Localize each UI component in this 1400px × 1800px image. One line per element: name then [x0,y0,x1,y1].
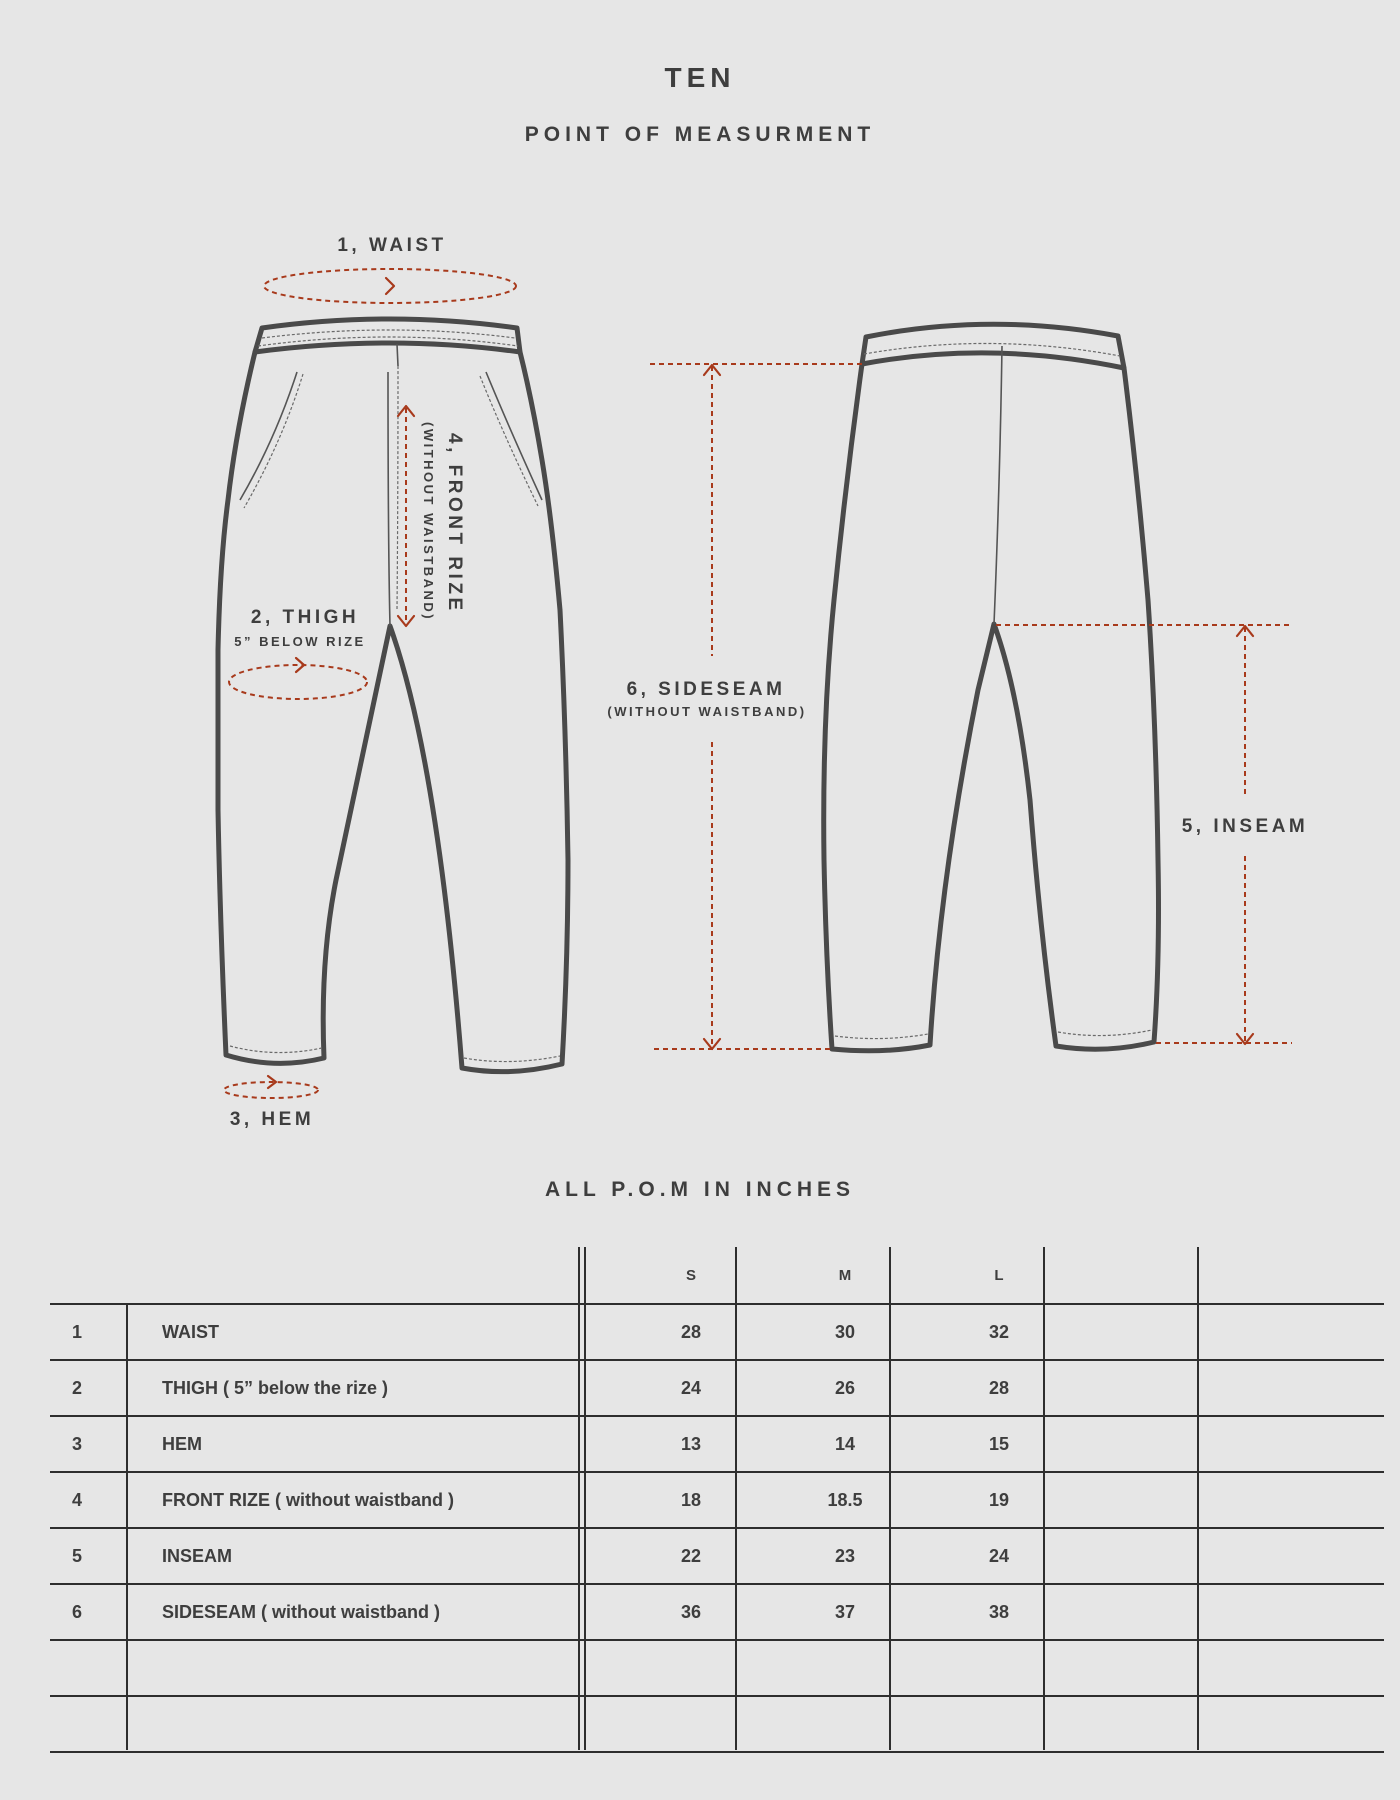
row-number [50,1696,148,1752]
size-value-cell: 37 [768,1584,922,1640]
table-row [50,1360,1384,1416]
row-number: 5 [50,1528,148,1584]
row-number: 4 [50,1472,148,1528]
size-value-cell [614,1640,768,1696]
size-value-cell [1076,1640,1230,1696]
size-value-cell: 22 [614,1528,768,1584]
table-row [50,1416,1384,1472]
row-description: WAIST [148,1304,614,1360]
size-value-cell [1230,1528,1384,1584]
page-title: TEN [664,62,736,93]
size-value-cell [1230,1472,1384,1528]
table-row [50,1640,1384,1696]
table-divider [735,1247,737,1750]
size-value-cell [1076,1472,1230,1528]
front-waistband [255,319,520,352]
size-value-cell: 15 [922,1416,1076,1472]
table-divider [1197,1247,1199,1750]
row-description: HEM [148,1416,614,1472]
table-divider [126,1305,128,1750]
front-rize-label: 4, FRONT RIZE [444,433,465,614]
table-divider [1043,1247,1045,1750]
row-number: 6 [50,1584,148,1640]
size-header-extra-1 [1076,1247,1230,1304]
size-value-cell [1230,1640,1384,1696]
table-row [50,1528,1384,1584]
size-value-cell [1076,1416,1230,1472]
size-value-cell [768,1640,922,1696]
front-body-outline [218,352,568,1072]
size-value-cell: 19 [922,1472,1076,1528]
size-value-cell: 28 [614,1304,768,1360]
row-number: 2 [50,1360,148,1416]
waist-label: 1, WAIST [337,235,447,256]
size-header-m: M [768,1247,922,1304]
size-value-cell: 13 [614,1416,768,1472]
size-header-extra-2 [1230,1247,1384,1304]
table-row [50,1696,1384,1752]
row-number: 1 [50,1304,148,1360]
page-subtitle: POINT OF MEASURMENT [524,123,876,146]
size-value-cell: 18.5 [768,1472,922,1528]
row-description [148,1696,614,1752]
row-description: THIGH ( 5” below the rize ) [148,1360,614,1416]
waist-arrow-icon [386,278,394,294]
size-value-cell [614,1696,768,1752]
back-body-outline [824,364,1159,1051]
table-divider [584,1247,586,1750]
sideseam-label: 6, SIDESEAM [626,679,786,700]
size-value-cell: 38 [922,1584,1076,1640]
measurement-table [50,1247,1384,1753]
hem-label: 3, HEM [229,1109,315,1130]
size-value-cell [1230,1304,1384,1360]
size-value-cell [1076,1528,1230,1584]
size-value-cell: 14 [768,1416,922,1472]
size-value-cell [922,1696,1076,1752]
inseam-label: 5, INSEAM [1181,816,1309,837]
table-row [50,1472,1384,1528]
front-rize-note-label: (WITHOUT WAISTBAND) [421,422,436,622]
size-value-cell [1230,1696,1384,1752]
size-value-cell [1076,1360,1230,1416]
size-value-cell: 24 [922,1528,1076,1584]
size-value-cell [1076,1696,1230,1752]
size-value-cell [922,1640,1076,1696]
size-value-cell: 26 [768,1360,922,1416]
table-header-row [50,1247,1384,1304]
size-value-cell: 23 [768,1528,922,1584]
size-value-cell [1076,1584,1230,1640]
row-description: SIDESEAM ( without waistband ) [148,1584,614,1640]
size-value-cell [1230,1416,1384,1472]
table-divider [578,1247,580,1750]
row-description: FRONT RIZE ( without waistband ) [148,1472,614,1528]
row-number: 3 [50,1416,148,1472]
size-header-s: S [614,1247,768,1304]
waist-measure-loop [264,269,516,303]
size-value-cell: 32 [922,1304,1076,1360]
size-value-cell: 18 [614,1472,768,1528]
units-caption: ALL P.O.M IN INCHES [544,1178,856,1201]
size-value-cell [768,1696,922,1752]
back-waistband [862,324,1124,368]
back-view [824,324,1159,1051]
table-row [50,1584,1384,1640]
size-value-cell [1076,1304,1230,1360]
row-description: INSEAM [148,1528,614,1584]
front-view [218,319,568,1072]
size-value-cell: 24 [614,1360,768,1416]
size-value-cell: 30 [768,1304,922,1360]
thigh-note-label: 5” BELOW RIZE [234,634,366,649]
size-value-cell: 36 [614,1584,768,1640]
table-row [50,1304,1384,1360]
row-number [50,1640,148,1696]
sideseam-note-label: (WITHOUT WAISTBAND) [607,704,807,719]
size-value-cell [1230,1360,1384,1416]
size-header-l: L [922,1247,1076,1304]
size-value-cell [1230,1584,1384,1640]
thigh-label: 2, THIGH [250,607,360,628]
table-divider [889,1247,891,1750]
row-description [148,1640,614,1696]
size-value-cell: 28 [922,1360,1076,1416]
